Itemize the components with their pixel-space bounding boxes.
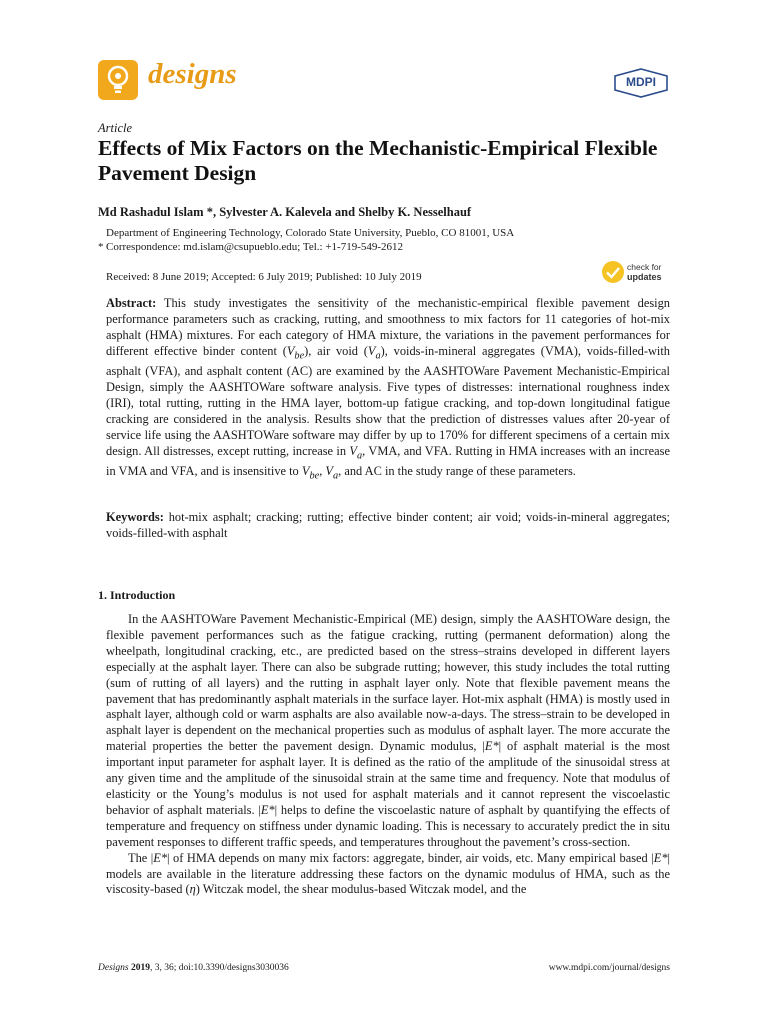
publication-dates: Received: 8 June 2019; Accepted: 6 July 2019; Published: 10 July 2019	[106, 271, 422, 283]
abstract-text: This study investigates the sensitivity of the mechanistic-empirical flexible pavement design performance parameters such as cracking, rutting, and smoothness to mix factors for 11 categories of hot-mix asphalt (HMA) mixtures. For each category of HMA mixture, the variations in the pavement performances for different effective binder content (	[106, 296, 670, 358]
symbol-v: V	[286, 343, 295, 358]
paragraph-text: | models are available in the literature addressing these factors on the dynamic modulus of HMA, such as the viscosity-based (	[106, 850, 670, 897]
symbol-v: V	[349, 443, 357, 458]
paragraph-text: ) Witczak model, the shear modulus-based Witczak model, and the	[195, 882, 527, 897]
article-type: Article	[98, 121, 133, 135]
footer-url[interactable]: www.mdpi.com/journal/designs	[548, 963, 670, 973]
journal-name[interactable]: designs	[148, 58, 237, 90]
check-updates-line1: check for	[627, 262, 662, 272]
symbol-v: V	[301, 464, 310, 478]
paragraph	[106, 612, 670, 851]
symbol-estar: E*	[153, 850, 168, 865]
paragraph-text: The |	[128, 850, 154, 865]
abstract-text: ), air void (	[304, 343, 368, 358]
abstract-text: , VMA, and VFA. Rutting in HMA increases with an increase in VMA and VFA, and is insensitive to	[106, 443, 670, 478]
paragraph-text: In the AASHTOWare Pavement Mechanistic-Empirical (ME) design, simply the AASHTOWare design, the flexible pavement performances such as the fatigue cracking, rutting (permanent deformation) along the wheelpath, longitudinal cracking, etc., are predicted based on the stress–strains developed in different layers especially at the asphalt layer. There can also be subgrade rutting; however, this study includes the total rutting (sum of rutting of all layers) and the rutting in asphalt layer only. Note that flexible pavement means the pavement that has predominantly asphalt materials in the surface layer. Hot-mix asphalt (HMA) is mostly used in asphalt layer, although cold or warm asphalts are also available now-a-days. The stress–strain to be developed in asphalt layer is dependent on the mechanical properties such as modulus of asphalt layer. The more accurate the material properties the better the pavement design. Dynamic modulus, |	[106, 612, 670, 754]
correspondence	[98, 240, 658, 254]
keywords	[106, 510, 670, 542]
symbol-sub: a	[332, 470, 339, 482]
footer-journal: Designs	[98, 963, 129, 973]
symbol-estar: E*	[260, 802, 275, 817]
keywords-label: Keywords:	[106, 510, 164, 524]
correspondence-marker: *	[98, 241, 104, 253]
journal-logo-icon	[98, 60, 138, 100]
authors[interactable]: Md Rashadul Islam *, Sylvester A. Kalevela and Shelby K. Nesselhauf	[98, 205, 472, 219]
check-updates-icon	[601, 260, 625, 284]
publisher-logo-text: MDPI	[626, 75, 656, 89]
affiliation: Department of Engineering Technology, Colorado State University, Pueblo, CO 81001, USA	[106, 227, 515, 239]
symbol-v: V	[367, 343, 376, 358]
symbol-sub: a	[375, 350, 381, 362]
footer-citation	[98, 963, 289, 973]
abstract-label: Abstract:	[106, 296, 157, 310]
paragraph-text: | helps to define the viscoelastic nature of asphalt by quantifying the effects of temperature and frequency on stiffness under dynamic loading. This is necessary to accurately predict the in situ pavement responses to different traffic speeds, and temperatures throughout the pavement’s cross-section.	[106, 802, 670, 849]
affiliations	[98, 226, 658, 254]
paragraph	[106, 851, 670, 899]
paragraph-text: | of asphalt material is the most important input parameter for asphalt layer. It is defined as the ratio of the amplitude of the sinusoidal stress at any given time and the amplitude of the sinusoidal strain at the same time and frequency. Note that modulus of elasticity or the Young’s modulus is not used for asphalt materials and it cannot represent the viscoelastic behavior of asphalt materials. |	[106, 739, 670, 817]
section-heading-introduction: 1. Introduction	[98, 588, 176, 602]
article-title: Effects of Mix Factors on the Mechanistic-Empirical Flexible Pavement Design	[98, 136, 658, 185]
paragraph-text: | of HMA depends on many mix factors: aggregate, binder, air voids, etc. Many empirical based |	[167, 850, 654, 865]
symbol-estar: E*	[653, 850, 668, 865]
footer-doi[interactable]: , 3, 36; doi:10.3390/designs3030036	[150, 963, 289, 973]
introduction-body	[106, 612, 670, 898]
abstract-text: ,	[319, 464, 326, 478]
check-for-updates-badge[interactable]	[601, 260, 671, 286]
abstract-text: ), voids-in-mineral aggregates (VMA), voids-filled-with asphalt (VFA), and asphalt content (AC) are examined by the AASHTOWare Pavement Mechanistic-Empirical Design, simply the AASHTOWare software analysis. Five types of distresses: international roughness index (IRI), total rutting, rutting in the HMA layer, bottom-up fatigue cracking, and top-down longitudinal fatigue cracking are considered in the analysis. Results show that the prediction of distresses values after 20-year of service life using the AASHTOWare software may differ by up to 170% for different specimens of a certain mix design. All distresses, except rutting, increase in	[106, 343, 670, 458]
footer-year: 2019	[131, 963, 150, 973]
symbol-estar: E*	[484, 739, 499, 754]
check-updates-line2: updates	[627, 272, 662, 282]
symbol-eta: η	[189, 882, 196, 897]
correspondence-text[interactable]: Correspondence: md.islam@csupueblo.edu; Tel.: +1-719-549-2612	[106, 241, 404, 253]
symbol-sub: be	[294, 350, 305, 362]
abstract	[106, 296, 670, 484]
abstract-text: , and AC in the study range of these parameters.	[338, 464, 576, 478]
symbol-sub: a	[356, 450, 363, 462]
symbol-v: V	[325, 464, 333, 478]
publisher-logo[interactable]	[612, 68, 670, 98]
keywords-text: hot-mix asphalt; cracking; rutting; effective binder content; air void; voids-in-mineral aggregates; voids-filled-with asphalt	[106, 510, 670, 540]
symbol-sub: be	[309, 470, 320, 482]
